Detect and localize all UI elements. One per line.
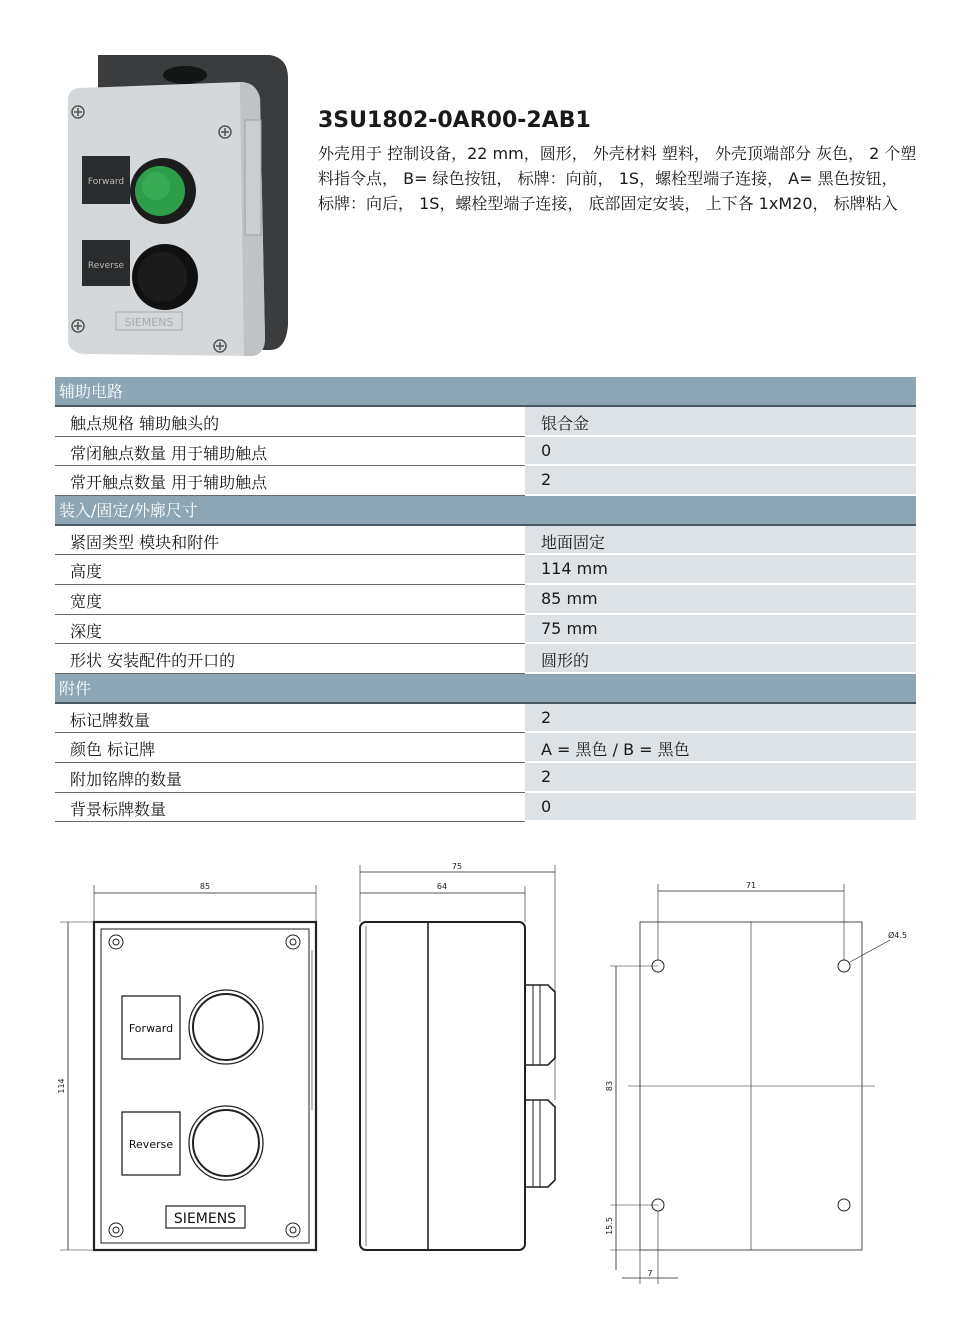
spec-value: 114 mm xyxy=(525,555,916,585)
section-header: 辅助电路 xyxy=(55,377,916,407)
drawing-label-forward: Forward xyxy=(128,1022,174,1035)
mounting-hole-view xyxy=(605,881,907,1284)
drawing-label-reverse: Reverse xyxy=(128,1138,174,1151)
spec-key: 常闭触点数量 用于辅助触点 xyxy=(55,437,525,467)
spec-value: 地面固定 xyxy=(525,526,916,556)
dim-hole-diameter: Ø4.5 xyxy=(888,931,908,940)
dim-hole-offset-x: 7 xyxy=(647,1269,653,1278)
dim-hole-spacing-y: 83 xyxy=(605,1080,614,1092)
dim-width: 85 xyxy=(199,882,211,891)
dim-height: 114 xyxy=(57,1078,66,1094)
spec-key: 深度 xyxy=(55,615,525,645)
spec-key: 常开触点数量 用于辅助触点 xyxy=(55,466,525,496)
spec-key: 紧固类型 模块和附件 xyxy=(55,526,525,556)
section-header: 装入/固定/外廓尺寸 xyxy=(55,496,916,526)
table-row xyxy=(55,466,916,496)
spec-value: 2 xyxy=(525,466,916,496)
table-row xyxy=(55,437,916,467)
dim-hole-spacing-x: 71 xyxy=(745,881,757,890)
photo-brand-logo: SIEMENS xyxy=(124,316,174,329)
spec-value: 圆形的 xyxy=(525,644,916,674)
table-row xyxy=(55,585,916,615)
spec-value: 75 mm xyxy=(525,615,916,645)
spec-value: 2 xyxy=(525,704,916,734)
spec-value: 0 xyxy=(525,437,916,467)
dimension-drawing xyxy=(0,855,970,1295)
spec-value: 2 xyxy=(525,763,916,793)
spec-value: 85 mm xyxy=(525,585,916,615)
spec-value: 0 xyxy=(525,793,916,823)
dim-hole-offset-y: 15.5 xyxy=(605,1217,614,1235)
spec-key: 宽度 xyxy=(55,585,525,615)
table-row xyxy=(55,733,916,763)
dim-depth-total: 75 xyxy=(451,862,463,871)
table-row xyxy=(55,407,916,437)
table-row xyxy=(55,555,916,585)
spec-value: 银合金 xyxy=(525,407,916,437)
spec-key: 颜色 标记牌 xyxy=(55,733,525,763)
spec-key: 标记牌数量 xyxy=(55,704,525,734)
spec-key: 高度 xyxy=(55,555,525,585)
photo-label-reverse: Reverse xyxy=(87,261,125,271)
table-row xyxy=(55,704,916,734)
section-header: 附件 xyxy=(55,674,916,704)
product-photo xyxy=(60,50,290,360)
table-row xyxy=(55,615,916,645)
table-row xyxy=(55,644,916,674)
spec-value: A = 黑色 / B = 黑色 xyxy=(525,733,916,763)
spec-key: 形状 安装配件的开口的 xyxy=(55,644,525,674)
spec-key: 附加铭牌的数量 xyxy=(55,763,525,793)
table-row xyxy=(55,793,916,823)
drawing-brand: SIEMENS xyxy=(173,1211,237,1227)
spec-table xyxy=(55,377,916,822)
spec-key: 背景标牌数量 xyxy=(55,793,525,823)
product-code: 3SU1802-0AR00-2AB1 xyxy=(318,108,591,133)
table-row xyxy=(55,763,916,793)
dim-depth-body: 64 xyxy=(436,882,448,891)
photo-label-forward: Forward xyxy=(87,177,125,187)
table-row xyxy=(55,526,916,556)
product-description: 外壳用于 控制设备，22 mm，圆形， 外壳材料 塑料， 外壳顶端部分 灰色， 2 个塑料指令点， B= 绿色按钮， 标牌：向前， 1S，螺栓型端子连接， A= 黑色按钮， 标牌：向后， 1S，螺栓型端子连接， 底部固定安装， 上下各 1xM20， 标牌粘入 xyxy=(318,144,917,213)
spec-key: 触点规格 辅助触头的 xyxy=(55,407,525,437)
side-view xyxy=(360,862,555,1250)
front-view xyxy=(57,882,316,1250)
